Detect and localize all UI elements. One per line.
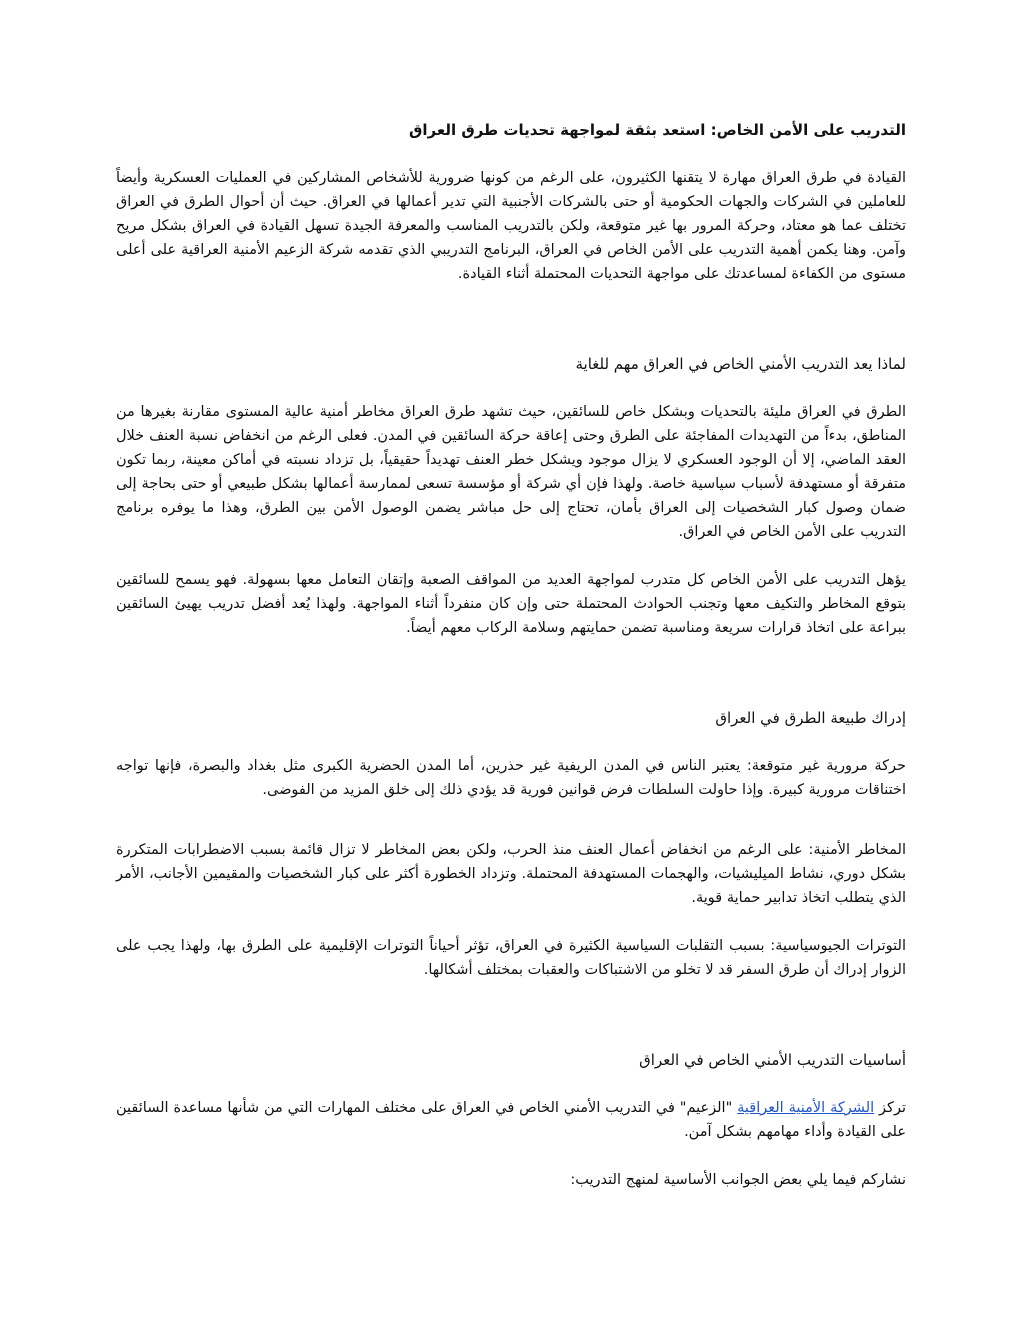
document-title: التدريب على الأمن الخاص: استعد بثقة لمواجهة تحديات طرق العراق <box>408 121 906 139</box>
section-heading-why-training: لماذا يعد التدريب الأمني الخاص في العراق مهم للغاية <box>575 355 906 373</box>
document-body <box>116 118 906 1216</box>
spacer <box>116 664 906 706</box>
section-heading-road-nature: إدراك طبيعة الطرق في العراق <box>715 709 906 727</box>
section3-text-before-link: تركز <box>874 1100 906 1116</box>
section-heading-basics: أساسيات التدريب الأمني الخاص في العراق <box>639 1051 906 1069</box>
section1-paragraph-2: يؤهل التدريب على الأمن الخاص كل متدرب لمواجهة العديد من المواقف الصعبة وإتقان التعامل معها بسهولة. فهو يسمح للسائقين بتوقع المخاطر والتكيف معها وتجنب الحوادث المحتملة حتى وإن كان منفرداً أثناء المواجهة. ولهذا يُعد أفضل تدريب يهيئ السائقين ببراعة على اتخاذ قرارات سريعة ومناسبة تضمن حمايتهم وسلامة الركاب معهم أيضاً. <box>116 572 906 636</box>
spacer <box>116 310 906 352</box>
section2-paragraph-traffic: حركة مرورية غير متوقعة: يعتبر الناس في المدن الريفية غير حذرين، أما المدن الحضرية الكبرى مثل بغداد والبصرة، فإنها تواجه اختناقات مرورية كبيرة. وإذا حاولت السلطات فرض قوانين فورية قد يؤدي ذلك إلى خلق المزيد من الفوضى. <box>116 758 906 798</box>
spacer <box>116 826 906 838</box>
section3-text-after-link: "الزعيم" في التدريب الأمني الخاص في العراق على مختلف المهارات التي من شأنها مساعدة السائقين على القيادة وأداء مهامهم بشكل آمن. <box>116 1100 906 1140</box>
section3-paragraph-1 <box>116 1096 906 1144</box>
intro-paragraph: القيادة في طرق العراق مهارة لا يتقنها الكثيرون، على الرغم من كونها ضرورية للأشخاص المشاركين في العمليات العسكرية وأيضاً للعاملين في الشركات والجهات الحكومية أو حتى بالشركات الأجنبية التي تدير أعمالها في العراق. حيث أن أحوال الطرق في العراق تختلف عما هو معتاد، وحركة المرور بها غير متوقعة، ولكن بالتدريب المناسب والمعرفة الجيدة تسهل القيادة في العراق بشكل مريح وآمن. وهنا يكمن أهمية التدريب على الأمن الخاص في العراق، البرنامج التدريبي الذي تقدمه شركة الزعيم الأمنية العراقية على أعلى مستوى من الكفاءة لمساعدتك على مواجهة التحديات المحتملة أثناء القيادة. <box>116 170 906 282</box>
spacer <box>116 1006 906 1048</box>
section2-paragraph-geopolitics: التوترات الجيوسياسية: بسبب التقلبات السياسية الكثيرة في العراق، تؤثر أحياناً التوترات الإقليمية على الطرق بها، ولهذا يجب على الزوار إدراك أن طرق السفر قد لا تخلو من الاشتباكات والعقبات بمختلف أشكالها. <box>116 938 906 978</box>
section2-paragraph-security: المخاطر الأمنية: على الرغم من انخفاض أعمال العنف منذ الحرب، ولكن بعض المخاطر لا تزال قائمة بسبب الاضطرابات المتكررة بشكل دوري، نشاط الميليشيات، والهجمات المستهدفة المحتملة. وتزداد الخطورة أكثر على كبار الشخصيات والمقيمين الأجانب، الأمر الذي يتطلب اتخاذ تدابير حماية قوية. <box>116 842 906 906</box>
company-link[interactable]: الشركة الأمنية العراقية <box>737 1100 875 1116</box>
section1-paragraph-1: الطرق في العراق مليئة بالتحديات وبشكل خاص للسائقين، حيث تشهد طرق العراق مخاطر أمنية عالية المستوى مقارنة بغيرها من المناطق، بدءاً من التهديدات المفاجئة على الطرق وحتى إعاقة حركة السائقين في المدن. فعلى الرغم من انخفاض نسبة العنف خلال العقد الماضي، إلا أن الوجود العسكري لا يزال موجود ويشكل خطر العنف تهديداً حقيقياً، بل تزداد نسبته في أماكن معينة، ربما تكون متفرقة أو مستهدفة لأسباب سياسية خاصة. ولهذا فإن أي شركة أو مؤسسة تسعى لممارسة أعمالها بشكل طبيعي أو حتى بحاجة إلى ضمان وصول كبار الشخصيات إلى العراق بأمان، تحتاج إلى حل مباشر يضمن الوصول الأمن بين الطرق، وهذا ما يوفره برنامج التدريب على الأمن الخاص في العراق. <box>116 404 906 540</box>
section3-paragraph-2: نشاركم فيما يلي بعض الجوانب الأساسية لمنهج التدريب: <box>570 1172 906 1188</box>
